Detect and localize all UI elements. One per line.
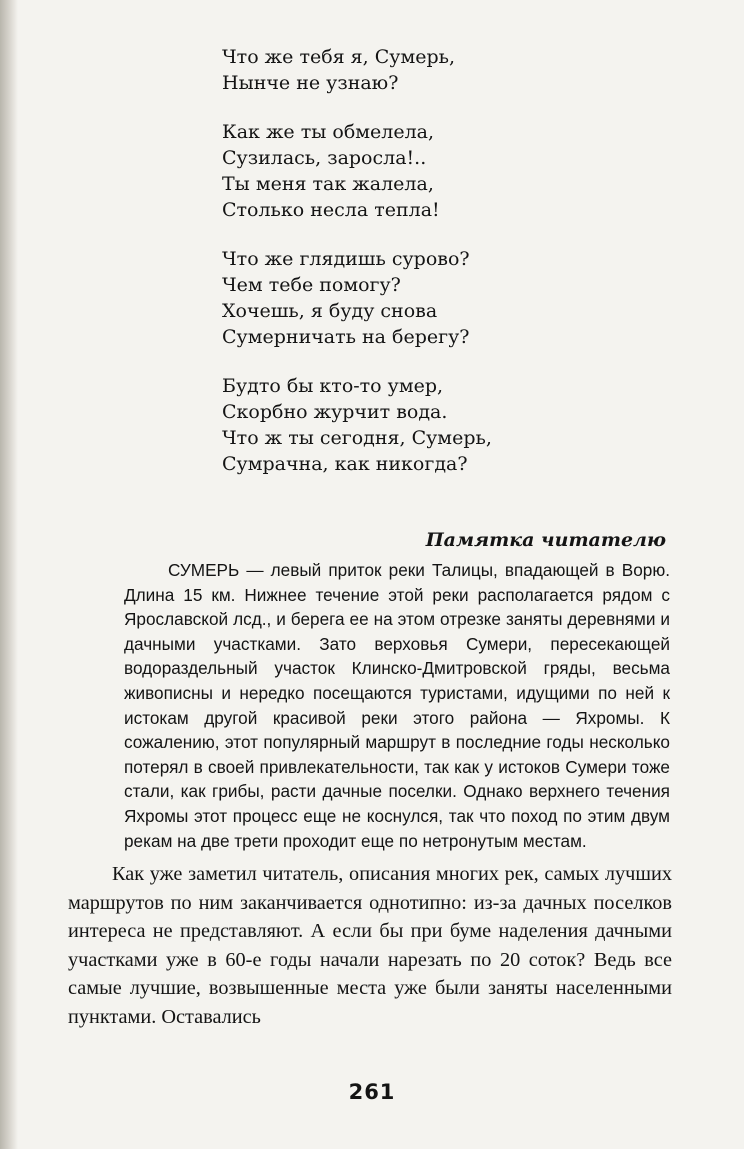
memo-paragraph: СУМЕРЬ — левый приток реки Талицы, впадающей в Ворю. Длина 15 км. Нижнее течение этой реки располагается рядом с Ярославской лсд., и берега ее на этом отрезке заняты деревнями и дачными участками. Зато верховья Сумери, пересекающей водораздельный участок Клинско-Дмитровской гряды, весьма живописны и нередко посещаются туристами, идущими по ней к истокам другой красивой реки этого района — Яхромы. К сожалению, этот популярный маршрут в последние годы несколько потерял в своей привлекательности, так как у истоков Сумери тоже стали, как грибы, расти дачные поселки. Однако верхнего течения Яхромы этот процесс еще не коснулся, так что поход по этим двум рекам на две трети проходит еще по нетронутым местам. [124,560,670,851]
poem-line: Сузилась, заросла!.. [222,147,427,169]
memo-title: Памятка читателю [425,529,666,551]
poem-stanza [222,119,642,223]
poem-line: Сумрачна, как никогда? [222,453,468,475]
poem-stanza [222,44,642,96]
memo-box [124,558,670,853]
page-gutter-shadow [0,0,18,1149]
poem-line: Будто бы кто-то умер, [222,375,444,397]
poem-stanza [222,246,642,350]
poem-line: Нынче не узнаю? [222,72,399,94]
poem-line: Столько несла тепла! [222,199,440,221]
poem-line: Скорбно журчит вода. [222,401,448,423]
poem-line: Что же глядишь сурово? [222,248,470,270]
poem-line: Чем тебе помогу? [222,274,401,296]
poem-line: Хочешь, я буду снова [222,300,438,322]
poem-stanza [222,373,642,477]
poem-line: Ты меня так жалела, [222,173,434,195]
poem-line: Что же тебя я, Сумерь, [222,46,456,68]
poem-line: Как же ты обмелела, [222,121,435,143]
page-number: 261 [348,1080,396,1104]
poem-line: Сумерничать на берегу? [222,326,470,348]
poem [222,44,642,500]
main-text [68,860,672,1032]
main-paragraph: Как уже заметил читатель, описания многих рек, самых лучших маршрутов по ним заканчивается однотипно: из-за дачных поселков интереса не представляют. А если бы при буме наделения дачными участками уже в 60-е годы начали нарезать по 20 соток? Ведь все самые лучшие, возвышенные места уже были заняты населенными пунктами. Оставались [68,863,672,1028]
poem-line: Что ж ты сегодня, Сумерь, [222,427,492,449]
